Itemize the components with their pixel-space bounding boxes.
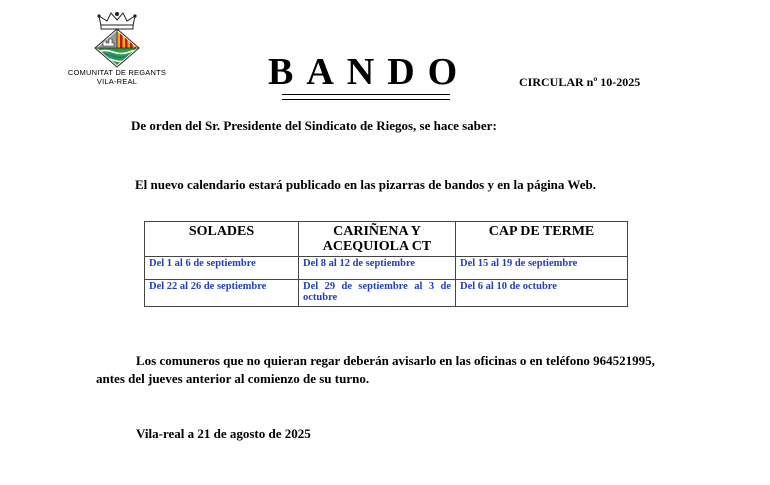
organization-name-line-2: VILA-REAL <box>96 77 138 86</box>
table-row <box>145 257 628 280</box>
organization-name-line-1: COMUNITAT DE REGANTS <box>67 68 167 77</box>
table-row <box>145 280 628 307</box>
title-underline <box>282 94 450 100</box>
schedule-table <box>144 221 628 307</box>
intro-paragraph: De orden del Sr. Presidente del Sindicato de Riegos, se hace saber: <box>131 118 497 133</box>
table-cell: Del 15 al 19 de septiembre <box>456 257 628 280</box>
table-cell: Del 8 al 12 de septiembre <box>299 257 456 280</box>
warning-paragraph: Los comuneros que no quieran regar deberán avisarlo en las oficinas o en teléfono 964521995, antes del jueves anterior al comienzo de su turno. <box>96 353 655 386</box>
table-cell: Del 29 de septiembre al 3 de octubre <box>299 280 456 307</box>
table-cell: Del 6 al 10 de octubre <box>456 280 628 307</box>
table-cell: Del 1 al 6 de septiembre <box>145 257 299 280</box>
organization-logo <box>62 10 172 90</box>
notice-paragraph: El nuevo calendario estará publicado en las pizarras de bandos y en la página Web. <box>135 177 596 192</box>
date-line: Vila-real a 21 de agosto de 2025 <box>136 426 311 441</box>
document-title: BANDO <box>268 51 471 93</box>
circular-number: CIRCULAR nº 10-2025 <box>519 75 641 89</box>
header-carinena-acequiola: CARIÑENA Y ACEQUIOLA CT <box>299 222 456 257</box>
header-solades: SOLADES <box>145 222 299 257</box>
coat-of-arms-icon <box>87 10 147 68</box>
schedule-header-row <box>145 222 628 257</box>
header-cap-de-terme: CAP DE TERME <box>456 222 628 257</box>
table-cell: Del 22 al 26 de septiembre <box>145 280 299 307</box>
